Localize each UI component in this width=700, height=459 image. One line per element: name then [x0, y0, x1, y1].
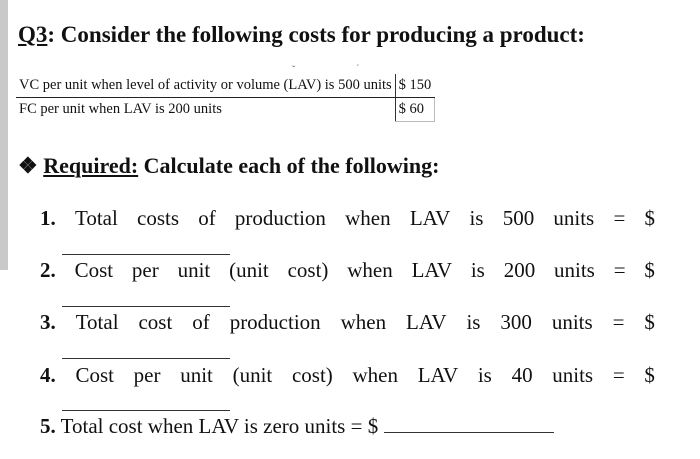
item-word: 500 [502, 206, 535, 230]
answer-blank[interactable] [62, 306, 230, 307]
item-number: 4. [40, 363, 56, 387]
table-row [16, 98, 434, 122]
item-word: of [198, 206, 216, 230]
answer-blank[interactable] [384, 414, 554, 433]
item-word: units [554, 258, 595, 282]
row-label: FC per unit when LAV is 200 units [19, 101, 222, 118]
required-heading [18, 153, 439, 179]
item-word: cost) [291, 363, 333, 387]
stray-mark: ˇ [292, 65, 296, 76]
item-word: $ [644, 206, 655, 230]
required-label: Required: [43, 153, 139, 178]
item-word: LAV [411, 258, 453, 282]
item-word: (unit [229, 258, 269, 282]
left-scroll-bar [0, 0, 8, 270]
question-text: : Consider the following costs for producing a product: [47, 22, 585, 47]
item-word: production [234, 206, 326, 230]
answer-blank[interactable] [62, 358, 230, 359]
item-number: 2. [40, 258, 56, 282]
item-word: $ [644, 258, 655, 282]
item-word: units [552, 363, 594, 387]
item-word: (unit [232, 363, 273, 387]
row-value: $ 150 [395, 74, 434, 98]
item-word: costs [137, 206, 180, 230]
item-word: units [553, 206, 595, 230]
table-row [16, 74, 434, 98]
item-word: = [613, 206, 626, 230]
item-number: 3. [40, 310, 56, 334]
list-item [40, 414, 554, 439]
diamond-bullet-icon: ❖ [18, 153, 38, 178]
item-word: when [345, 206, 391, 230]
item-word: is [469, 206, 484, 230]
item-word: is [470, 258, 485, 282]
item-word: of [192, 310, 210, 334]
item-word: Total [75, 310, 119, 334]
cost-table [16, 74, 435, 122]
item-word: per [133, 363, 161, 387]
item-word: LAV [406, 310, 447, 334]
stray-mark: ˊ [356, 64, 360, 75]
list-item [40, 363, 655, 388]
item-word: $ [644, 310, 655, 334]
row-value: $ 60 [395, 98, 434, 122]
item-number: 1. [40, 206, 56, 230]
item-word: when [347, 258, 393, 282]
answer-blank[interactable] [62, 254, 230, 255]
row-label: VC per unit when level of activity or volume (LAV) is 500 units [16, 74, 395, 98]
item-word: $ [644, 363, 655, 387]
item-word: = [612, 310, 625, 334]
item-word: = [612, 363, 625, 387]
answer-blank[interactable] [62, 410, 230, 411]
list-item [40, 206, 655, 231]
item-word: when [340, 310, 387, 334]
question-label: Q3 [18, 22, 48, 47]
item-word: production [229, 310, 321, 334]
item-word: per [131, 258, 159, 282]
required-text: Calculate each of the following: [143, 153, 440, 178]
item-word: cost) [287, 258, 329, 282]
item-word: LAV [417, 363, 459, 387]
item-text: Total cost when LAV is zero units = $ [60, 414, 379, 438]
item-word: 200 [503, 258, 536, 282]
item-word: is [477, 363, 492, 387]
item-word: Total [74, 206, 118, 230]
item-word: is [466, 310, 481, 334]
item-word: 300 [500, 310, 532, 334]
item-word: cost [138, 310, 173, 334]
item-word: = [613, 258, 626, 282]
question-title [18, 22, 585, 48]
item-word: units [551, 310, 593, 334]
item-word: unit [180, 363, 213, 387]
item-word: Cost [74, 258, 114, 282]
list-item [40, 310, 655, 335]
list-item [40, 258, 655, 283]
item-word: Cost [75, 363, 114, 387]
item-word: unit [177, 258, 211, 282]
item-word: when [352, 363, 398, 387]
item-number: 5. [40, 414, 56, 438]
item-word: 40 [511, 363, 533, 387]
item-word: LAV [409, 206, 451, 230]
